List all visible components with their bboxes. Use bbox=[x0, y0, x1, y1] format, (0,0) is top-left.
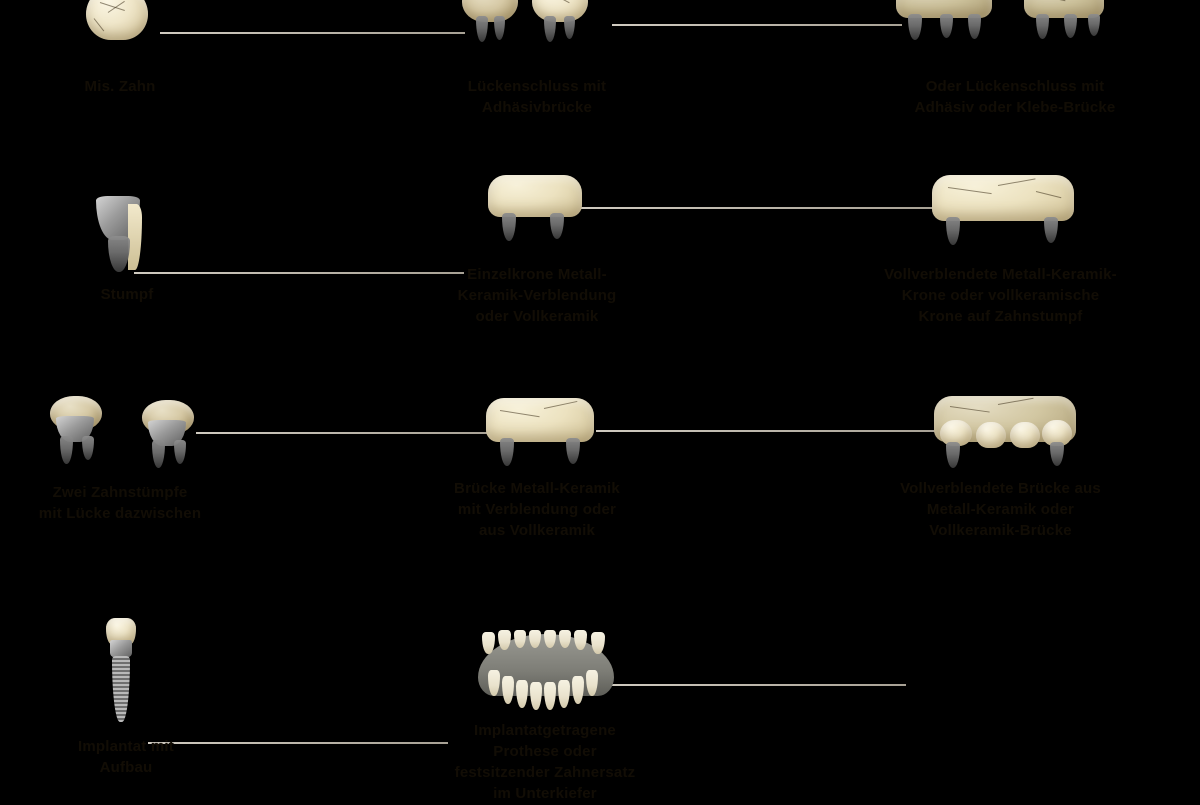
caption-line: Einzelkrone Metall- bbox=[467, 266, 607, 283]
art-two-stumps bbox=[48, 396, 198, 476]
caption-line: Implantat mit bbox=[78, 738, 174, 755]
caption-r2-s3 bbox=[818, 264, 1183, 327]
caption-line: Krone auf Zahnstumpf bbox=[918, 308, 1083, 325]
caption-line: Vollverblendete Brücke aus bbox=[900, 480, 1101, 497]
caption-line: Mis. Zahn bbox=[84, 78, 156, 95]
connector-row1-b bbox=[612, 24, 902, 26]
caption-line: Adhäsiv oder Klebe-Brücke bbox=[914, 99, 1116, 116]
caption-r3-s3 bbox=[818, 478, 1183, 541]
connector-row2-b bbox=[580, 207, 935, 209]
caption-line: Stumpf bbox=[100, 286, 154, 303]
caption-line: Zwei Zahnstümpfe bbox=[52, 484, 188, 501]
caption-r3-s1 bbox=[0, 482, 260, 524]
art-two-crowns bbox=[460, 0, 610, 50]
caption-line: Lückenschluss mit bbox=[467, 78, 607, 95]
caption-r3-s2 bbox=[392, 478, 682, 541]
caption-line: Metall-Keramik oder bbox=[926, 501, 1075, 518]
caption-line: Oder Lückenschluss mit bbox=[925, 78, 1105, 95]
caption-line: Krone oder vollkeramische bbox=[901, 287, 1100, 304]
art-prepared-stump bbox=[92, 196, 162, 286]
caption-line: Prothese oder bbox=[493, 743, 597, 760]
caption-r2-s2 bbox=[392, 264, 682, 327]
caption-line: festsitzender Zahnersatz bbox=[454, 764, 636, 781]
caption-line: aus Vollkeramik bbox=[478, 522, 596, 539]
caption-r1-s3 bbox=[850, 76, 1180, 118]
connector-row4-b bbox=[606, 684, 906, 686]
art-single-crown-fragment bbox=[82, 0, 154, 48]
art-denture-arch bbox=[478, 626, 614, 704]
connector-row1-a bbox=[160, 32, 465, 34]
caption-line: Implantatgetragene bbox=[474, 722, 616, 739]
caption-line: oder Vollkeramik bbox=[475, 308, 599, 325]
caption-r4-s2 bbox=[400, 720, 690, 804]
art-single-bridge-body bbox=[488, 175, 598, 247]
caption-line: Keramik-Verblendung bbox=[457, 287, 617, 304]
art-wide-bridge-body bbox=[932, 175, 1082, 247]
caption-line: Vollkeramik-Brücke bbox=[929, 522, 1072, 539]
caption-line: Aufbau bbox=[99, 759, 153, 776]
connector-row3-a bbox=[196, 432, 488, 434]
art-implant bbox=[96, 618, 156, 728]
connector-row3-b bbox=[596, 430, 938, 432]
caption-r4-s1 bbox=[16, 736, 236, 778]
caption-line: im Unterkiefer bbox=[493, 785, 597, 802]
caption-line: Vollverblendete Metall-Keramik- bbox=[884, 266, 1117, 283]
caption-r1-s2 bbox=[392, 76, 682, 118]
art-three-unit-bridge bbox=[486, 398, 606, 470]
caption-line: Adhäsivbrücke bbox=[481, 99, 593, 116]
caption-r2-s1 bbox=[67, 284, 187, 305]
caption-line: mit Verblendung oder bbox=[457, 501, 617, 518]
caption-r1-s1 bbox=[35, 76, 205, 97]
caption-line: Brücke Metall-Keramik bbox=[454, 480, 620, 497]
art-four-unit-bridge bbox=[934, 396, 1084, 472]
caption-line: mit Lücke dazwischen bbox=[38, 505, 202, 522]
art-two-bridge-units bbox=[896, 0, 1106, 52]
